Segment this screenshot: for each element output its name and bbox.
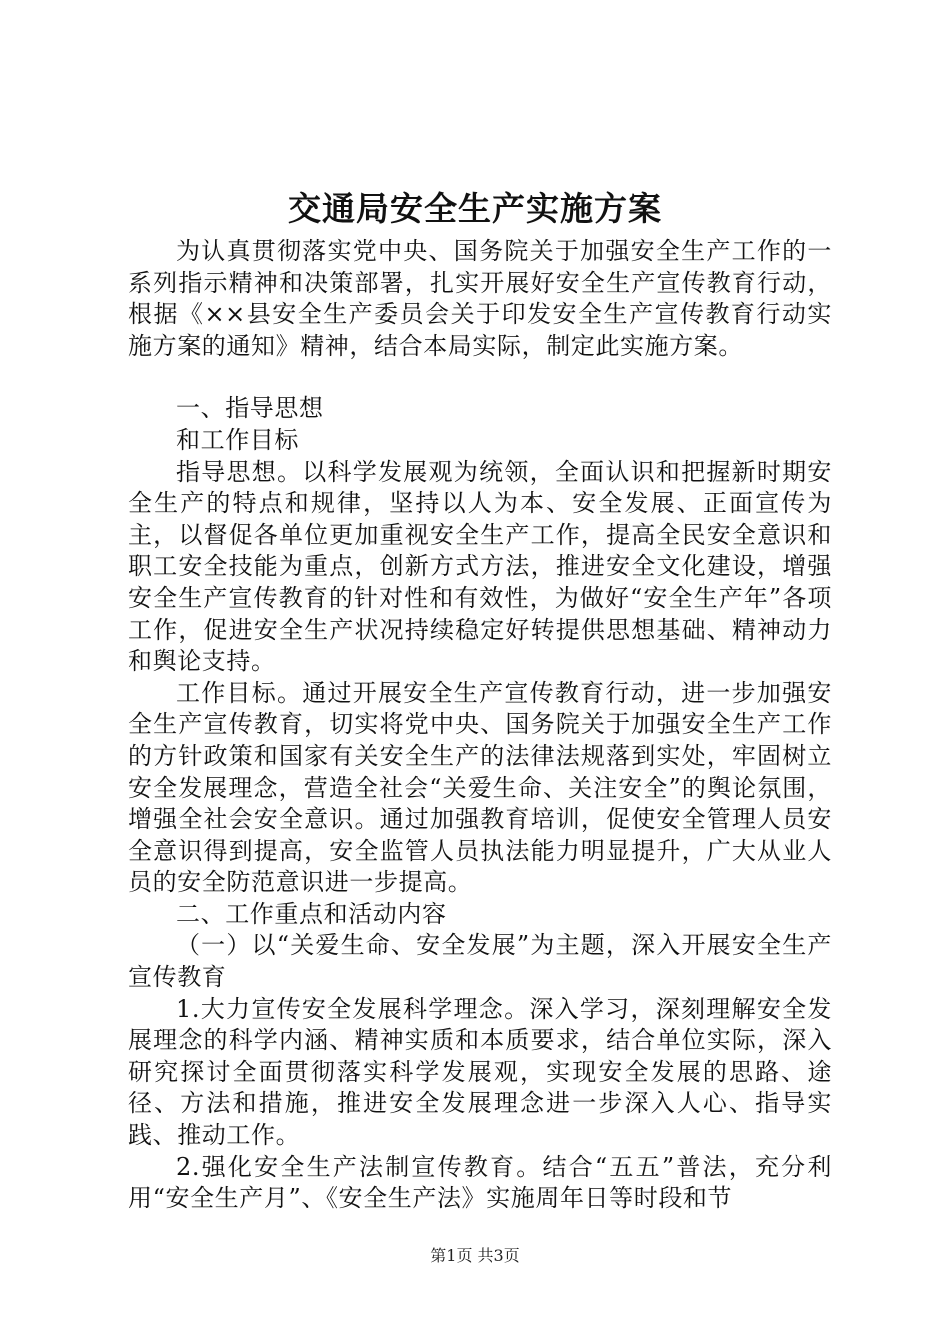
intro-paragraph: 为认真贯彻落实党中央、国务院关于加强安全生产工作的一系列指示精神和决策部署，扎实开展好安全生产宣传教育行动，根据《××县安全生产委员会关于印发安全生产宣传教育行动实施方案的通知》精神，结合本局实际，制定此实施方案。 xyxy=(128,237,832,360)
section-heading-key-work: 二、工作重点和活动内容 xyxy=(176,899,447,928)
section-heading-guiding-thought: 一、指导思想 xyxy=(176,394,324,423)
item-1-paragraph: 1.大力宣传安全发展科学理念。深入学习，深刻理解安全发展理念的科学内涵、精神实质和本质要求，结合单位实际，深入研究探讨全面贯彻落实科学发展观，实现安全发展的思路、途径、方法和措施，推进安全发展理念进一步深入人心、指导实践、推动工作。 xyxy=(128,994,832,1150)
item-2-paragraph: 2.强化安全生产法制宣传教育。结合“五五”普法，充分利用“安全生产月”、《安全生产法》实施周年日等时段和节 xyxy=(128,1152,832,1213)
subsection-heading-theme: （一）以“关爱生命、安全发展”为主题，深入开展安全生产宣传教育 xyxy=(128,931,832,992)
guiding-thought-paragraph: 指导思想。以科学发展观为统领，全面认识和把握新时期安全生产的特点和规律，坚持以人为本、安全发展、正面宣传为主，以督促各单位更加重视安全生产工作，提高全民安全意识和职工安全技能为重点，创新方式方法，推进安全文化建设，增强安全生产宣传教育的针对性和有效性，为做好“安全生产年”各项工作，促进安全生产状况持续稳定好转提供思想基础、精神动力和舆论支持。 xyxy=(128,457,832,676)
document-body xyxy=(128,236,832,1215)
document-title: 交通局安全生产实施方案 xyxy=(288,189,662,228)
work-goals-paragraph: 工作目标。通过开展安全生产宣传教育行动，进一步加强安全生产宣传教育，切实将党中央、国务院关于加强安全生产工作的方针政策和国家有关安全生产的法律法规落到实处，牢固树立安全发展理念，营造全社会“关爱生命、关注安全”的舆论氛围，增强全社会安全意识。通过加强教育培训，促使安全管理人员安全意识得到提高，安全监管人员执法能力明显提升，广大从业人员的安全防范意识进一步提高。 xyxy=(128,678,832,897)
section-heading-continuation: 和工作目标 xyxy=(176,425,299,454)
page-footer: 第1页 共3页 xyxy=(430,1246,520,1265)
